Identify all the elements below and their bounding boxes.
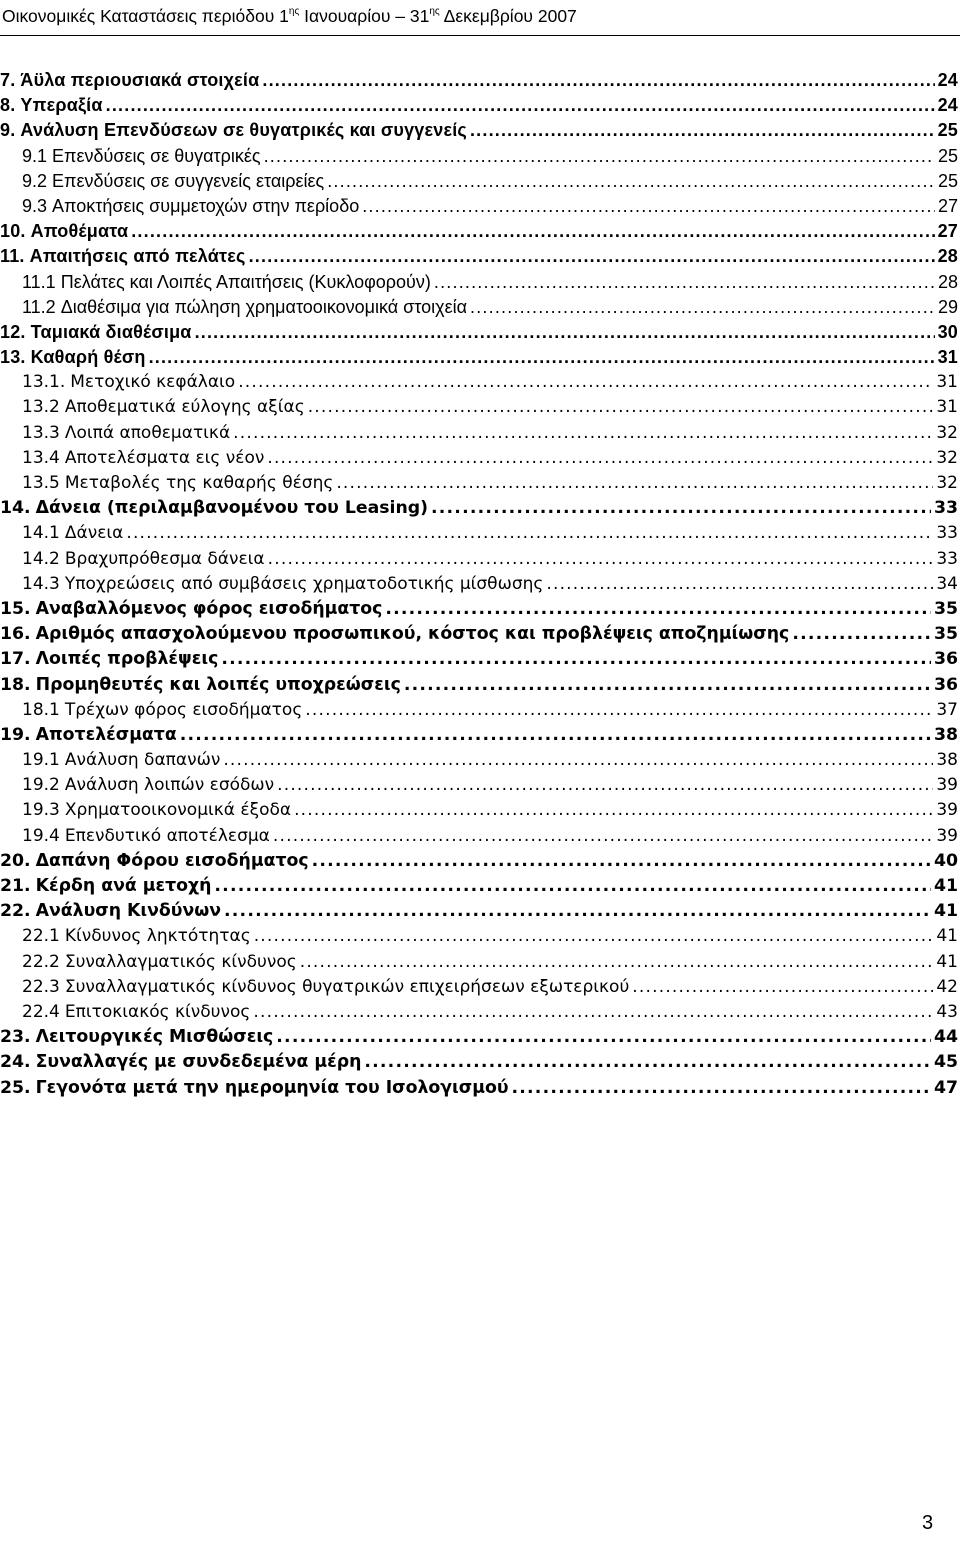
toc-entry-title: Δάνεια xyxy=(64,523,124,544)
toc-entry[interactable] xyxy=(0,673,958,698)
toc-entry-title: Λοιπά αποθεματικά xyxy=(64,422,231,443)
dot-leader xyxy=(385,597,931,622)
dot-leader xyxy=(300,950,934,975)
toc-entry-number: 18. xyxy=(0,674,31,695)
toc-entry-number: 19.2 xyxy=(22,775,60,796)
dot-leader xyxy=(126,521,933,546)
toc-entry-number: 16. xyxy=(0,624,31,645)
toc-entry-page: 39 xyxy=(936,825,958,846)
toc-subentry[interactable] xyxy=(0,1000,958,1025)
toc-entry-title: Δαπάνη Φόρου εισοδήματος xyxy=(35,850,309,871)
toc-entry-title: Επενδύσεις σε θυγατρικές xyxy=(52,145,261,166)
toc-entry[interactable] xyxy=(0,118,958,143)
toc-entry[interactable] xyxy=(0,345,958,370)
toc-subentry[interactable] xyxy=(0,698,958,723)
dot-leader xyxy=(308,395,934,420)
toc-entry-title: Αριθμός απασχολούμενου προσωπικού, κόστος και προβλέψεις αποζημίωσης xyxy=(35,624,790,645)
toc-subentry[interactable] xyxy=(0,169,958,194)
toc-entry-page: 25 xyxy=(937,170,958,191)
toc-entry-title: Επιτοκιακός κίνδυνος xyxy=(64,1001,251,1022)
dot-leader xyxy=(131,219,934,244)
toc-entry-page: 25 xyxy=(937,120,958,141)
toc-entry-number: 22. xyxy=(0,901,31,922)
dot-leader xyxy=(149,345,935,370)
toc-entry[interactable] xyxy=(0,874,958,899)
toc-subentry[interactable] xyxy=(0,748,958,773)
toc-entry-page: 32 xyxy=(936,447,958,468)
toc-entry-title: Κέρδη ανά μετοχή xyxy=(35,876,212,896)
toc-entry-number: 24. xyxy=(0,1052,31,1073)
toc-entry-title: Πελάτες και Λοιπές Απαιτήσεις (Κυκλοφορούν) xyxy=(60,271,431,292)
toc-entry-title: Αποτελέσματα εις νέον xyxy=(64,447,265,468)
toc-entry-title: Ανάλυση δαπανών xyxy=(64,750,221,771)
toc-entry-page: 39 xyxy=(936,775,958,796)
toc-entry-number: 10. xyxy=(0,221,26,242)
toc-entry-number: 14.2 xyxy=(22,548,60,569)
toc-entry-number: 23. xyxy=(0,1027,31,1048)
title-part-3: Δεκεμβρίου 2007 xyxy=(439,6,577,26)
toc-subentry[interactable] xyxy=(0,144,958,169)
toc-entry[interactable] xyxy=(0,899,958,924)
toc-entry-number: 17. xyxy=(0,649,31,670)
toc-entry-number: 9.3 xyxy=(22,195,48,216)
dot-leader xyxy=(336,471,933,496)
dot-leader xyxy=(106,93,935,118)
dot-leader xyxy=(180,723,931,748)
dot-leader xyxy=(632,975,933,1000)
toc-entry[interactable] xyxy=(0,93,958,118)
toc-entry-page: 38 xyxy=(936,750,958,771)
toc-entry-page: 38 xyxy=(933,724,958,745)
dot-leader xyxy=(254,924,934,949)
toc-entry[interactable] xyxy=(0,244,958,269)
title-superscript-2: ης xyxy=(429,6,440,17)
page-header xyxy=(0,2,960,36)
toc-entry-title: Επενδυτικό αποτέλεσμα xyxy=(64,825,270,846)
dot-leader xyxy=(364,1050,931,1075)
toc-entry-page: 41 xyxy=(933,876,958,896)
toc-entry-number: 18.1 xyxy=(22,699,60,720)
toc-entry-page: 47 xyxy=(933,1077,958,1098)
toc-subentry[interactable] xyxy=(0,798,958,823)
toc-entry-title: Αποκτήσεις συμμετοχών στην περίοδο xyxy=(52,195,360,216)
toc-subentry[interactable] xyxy=(0,194,958,219)
dot-leader xyxy=(253,1000,933,1025)
toc-entry[interactable] xyxy=(0,320,958,345)
toc-entry-number: 9.1 xyxy=(22,145,48,166)
dot-leader xyxy=(214,874,931,899)
toc-entry-number: 11.1 xyxy=(22,271,56,292)
toc-entry-page: 36 xyxy=(933,674,958,695)
dot-leader xyxy=(233,421,933,446)
toc-entry-number: 11.2 xyxy=(22,296,56,317)
toc-entry-page: 31 xyxy=(936,372,958,393)
toc-entry-number: 9. xyxy=(0,120,16,141)
document-title xyxy=(2,6,577,27)
toc-entry-page: 35 xyxy=(933,598,958,619)
dot-leader xyxy=(431,496,931,521)
toc-entry-number: 15. xyxy=(0,598,31,619)
title-part-1: Οικονομικές Καταστάσεις περιόδου 1 xyxy=(2,6,289,26)
toc-entry-page: 29 xyxy=(937,296,958,317)
toc-entry[interactable] xyxy=(0,1050,958,1075)
toc-entry-number: 22.2 xyxy=(22,951,60,972)
toc-entry-title: Γεγονότα μετά την ημερομηνία του Ισολογισμού xyxy=(35,1077,509,1098)
toc-entry-number: 13. xyxy=(0,347,26,368)
toc-entry-title: Βραχυπρόθεσμα δάνεια xyxy=(64,548,265,569)
toc-entry-title: Επενδύσεις σε συγγενείς εταιρείες xyxy=(52,170,325,191)
toc-entry-page: 40 xyxy=(933,850,958,871)
page-number: 3 xyxy=(922,1512,934,1534)
toc-entry-number: 20. xyxy=(0,850,31,871)
dot-leader xyxy=(327,169,935,194)
toc-entry-number: 19.1 xyxy=(22,750,60,771)
toc-entry-page: 42 xyxy=(936,976,958,997)
toc-subentry[interactable] xyxy=(0,395,958,420)
toc-entry-page: 27 xyxy=(937,195,958,216)
toc-subentry[interactable] xyxy=(0,295,958,320)
dot-leader xyxy=(268,547,934,572)
toc-entry[interactable] xyxy=(0,219,958,244)
toc-entry-number: 22.3 xyxy=(22,976,60,997)
table-of-contents xyxy=(0,68,958,1101)
toc-entry[interactable] xyxy=(0,1076,958,1101)
toc-entry-title: Απαιτήσεις από πελάτες xyxy=(29,246,246,267)
toc-entry[interactable] xyxy=(0,68,958,93)
toc-subentry[interactable] xyxy=(0,824,958,849)
toc-entry-title: Αποτελέσματα xyxy=(35,724,177,745)
dot-leader xyxy=(249,244,935,269)
toc-entry[interactable] xyxy=(0,723,958,748)
toc-entry-title: Υπεραξία xyxy=(20,95,103,116)
toc-entry-page: 45 xyxy=(933,1052,958,1073)
toc-subentry[interactable] xyxy=(0,370,958,395)
toc-entry-title: Συναλλαγματικός κίνδυνος θυγατρικών επιχειρήσεων εξωτερικού xyxy=(64,976,630,997)
toc-subentry[interactable] xyxy=(0,773,958,798)
toc-entry-page: 33 xyxy=(936,523,958,544)
toc-entry-title: Υποχρεώσεις από συμβάσεις χρηματοδοτικής μίσθωσης xyxy=(64,573,544,594)
toc-entry-page: 31 xyxy=(936,397,958,418)
toc-entry-number: 13.4 xyxy=(22,447,60,468)
toc-subentry[interactable] xyxy=(0,421,958,446)
toc-entry-page: 33 xyxy=(936,548,958,569)
toc-entry-title: Δάνεια (περιλαμβανομένου του Leasing) xyxy=(35,498,429,519)
toc-entry-page: 25 xyxy=(937,145,958,166)
dot-leader xyxy=(434,270,935,295)
dot-leader xyxy=(362,194,935,219)
toc-entry-title: Προμηθευτές και λοιπές υποχρεώσεις xyxy=(35,674,401,695)
toc-entry-page: 28 xyxy=(937,246,958,267)
toc-entry[interactable] xyxy=(0,1025,958,1050)
toc-subentry[interactable] xyxy=(0,572,958,597)
toc-entry-page: 41 xyxy=(936,951,958,972)
dot-leader xyxy=(262,68,934,93)
toc-entry-page: 41 xyxy=(936,926,958,947)
toc-entry-title: Μεταβολές της καθαρής θέσης xyxy=(64,473,334,493)
toc-entry[interactable] xyxy=(0,597,958,622)
toc-subentry[interactable] xyxy=(0,950,958,975)
toc-entry[interactable] xyxy=(0,496,958,521)
dot-leader xyxy=(221,647,931,672)
dot-leader xyxy=(267,446,933,471)
dot-leader xyxy=(238,370,933,395)
toc-entry-title: Συναλλαγές με συνδεδεμένα μέρη xyxy=(35,1052,362,1073)
toc-entry-page: 43 xyxy=(936,1001,958,1022)
toc-entry-page: 33 xyxy=(933,498,958,519)
toc-entry-title: Αποθεματικά εύλογης αξίας xyxy=(64,397,305,418)
toc-entry-number: 19. xyxy=(0,724,31,745)
toc-entry-page: 31 xyxy=(937,347,958,368)
toc-entry-title: Διαθέσιμα για πώληση χρηματοοικονομικά στοιχεία xyxy=(60,296,468,317)
toc-entry-page: 27 xyxy=(937,221,958,242)
dot-leader xyxy=(512,1076,931,1101)
toc-subentry[interactable] xyxy=(0,521,958,546)
dot-leader xyxy=(273,824,933,849)
toc-entry-number: 13.5 xyxy=(22,473,60,493)
toc-entry-title: Άϋλα περιουσιακά στοιχεία xyxy=(20,70,260,90)
toc-subentry[interactable] xyxy=(0,471,958,496)
toc-entry-page: 34 xyxy=(936,573,958,594)
toc-entry-number: 21. xyxy=(0,876,31,896)
dot-leader xyxy=(470,118,935,143)
toc-entry-title: Ταμιακά διαθέσιμα xyxy=(30,321,192,342)
toc-entry-title: Αναβαλλόμενος φόρος εισοδήματος xyxy=(35,598,383,619)
dot-leader xyxy=(294,798,933,823)
toc-entry-page: 37 xyxy=(936,699,958,720)
dot-leader xyxy=(223,748,933,773)
toc-entry-number: 13.2 xyxy=(22,397,60,418)
toc-entry-number: 11. xyxy=(0,246,25,267)
toc-entry-page: 24 xyxy=(937,70,958,90)
toc-entry-page: 36 xyxy=(933,649,958,670)
toc-entry-number: 13.1. xyxy=(22,372,66,393)
toc-subentry[interactable] xyxy=(0,270,958,295)
toc-entry-page: 39 xyxy=(936,800,958,821)
title-part-2: Ιανουαρίου – 31 xyxy=(299,6,430,26)
toc-entry-page: 44 xyxy=(933,1027,958,1048)
toc-entry-title: Ανάλυση Κινδύνων xyxy=(35,901,222,922)
dot-leader xyxy=(312,849,931,874)
toc-entry-number: 9.2 xyxy=(22,170,48,191)
dot-leader xyxy=(224,899,931,924)
toc-entry-title: Τρέχων φόρος εισοδήματος xyxy=(64,699,303,720)
toc-entry-number: 19.3 xyxy=(22,800,60,821)
dot-leader xyxy=(264,144,935,169)
dot-leader xyxy=(276,1025,931,1050)
toc-subentry[interactable] xyxy=(0,975,958,1000)
toc-entry[interactable] xyxy=(0,849,958,874)
toc-entry-page: 24 xyxy=(937,95,958,116)
toc-entry[interactable] xyxy=(0,647,958,672)
toc-entry-title: Ανάλυση λοιπών εσόδων xyxy=(64,775,275,796)
toc-subentry[interactable] xyxy=(0,924,958,949)
toc-entry-title: Συναλλαγματικός κίνδυνος xyxy=(64,951,297,972)
toc-entry-page: 41 xyxy=(933,901,958,922)
toc-entry-page: 28 xyxy=(937,271,958,292)
toc-entry-title: Καθαρή θέση xyxy=(30,347,146,368)
toc-entry-number: 14. xyxy=(0,498,31,519)
dot-leader xyxy=(277,773,933,798)
toc-entry-title: Ανάλυση Επενδύσεων σε θυγατρικές και συγγενείς xyxy=(20,120,467,141)
toc-entry-number: 22.4 xyxy=(22,1001,60,1022)
toc-entry-number: 19.4 xyxy=(22,825,60,846)
toc-entry-number: 14.3 xyxy=(22,573,60,594)
toc-entry-number: 22.1 xyxy=(22,926,60,947)
toc-entry-number: 7. xyxy=(0,70,16,90)
toc-entry[interactable] xyxy=(0,622,958,647)
toc-entry-number: 25. xyxy=(0,1077,31,1098)
toc-entry-page: 35 xyxy=(933,624,958,645)
toc-entry-page: 30 xyxy=(937,321,958,342)
toc-entry-title: Χρηματοοικονομικά έξοδα xyxy=(64,800,292,821)
toc-entry-title: Λοιπές προβλέψεις xyxy=(35,649,219,670)
dot-leader xyxy=(792,622,931,647)
toc-subentry[interactable] xyxy=(0,446,958,471)
toc-entry-title: Κίνδυνος ληκτότητας xyxy=(64,926,251,947)
toc-entry-number: 14.1 xyxy=(22,523,60,544)
toc-entry-number: 13.3 xyxy=(22,422,60,443)
toc-entry-title: Λειτουργικές Μισθώσεις xyxy=(35,1027,274,1048)
toc-entry-number: 8. xyxy=(0,95,16,116)
toc-entry-page: 32 xyxy=(936,422,958,443)
dot-leader xyxy=(404,673,931,698)
toc-subentry[interactable] xyxy=(0,547,958,572)
title-superscript-1: ης xyxy=(288,6,300,17)
toc-entry-number: 12. xyxy=(0,321,26,342)
toc-entry-page: 32 xyxy=(936,473,958,493)
toc-entry-title: Αποθέματα xyxy=(30,221,129,242)
dot-leader xyxy=(470,295,935,320)
dot-leader xyxy=(546,572,933,597)
dot-leader xyxy=(305,698,933,723)
toc-entry-title: Μετοχικό κεφάλαιο xyxy=(70,372,236,393)
dot-leader xyxy=(195,320,935,345)
